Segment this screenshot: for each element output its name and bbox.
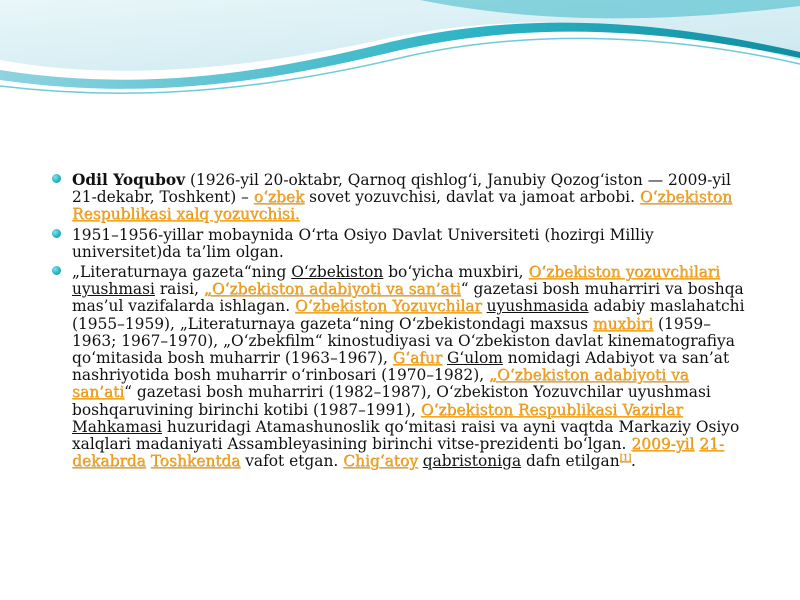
bullet-dot-icon (52, 266, 61, 275)
link-21-dekabrda[interactable]: 21-dekabrda (72, 435, 724, 471)
link-chigatoy[interactable]: Chig‘atoy (343, 452, 418, 471)
bullet-education (52, 227, 752, 261)
text-segment: (1959–1963; 1967–1970), „O‘zbekfilm“ kinostudiyasi va O‘zbekiston davlat kinematografiya qo‘mitasida bosh muharrir (1963–1967), (72, 314, 735, 368)
link-2009-yil[interactable]: 2009-yil (631, 435, 695, 454)
link-ozbekiston[interactable]: O‘zbekiston (291, 263, 384, 282)
link-adabiyoti-sanati-2[interactable]: „O‘zbekiston adabiyoti va san’ati (72, 366, 689, 402)
text-segment: bo‘yicha muxbiri, (383, 263, 529, 282)
link-qabristoniga[interactable]: qabristoniga (422, 452, 522, 471)
link-yozuvchilar[interactable]: O‘zbekiston Yozuvchilar (295, 297, 482, 316)
link-mahkamasi[interactable]: Mahkamasi (72, 417, 162, 436)
bullet-biography (52, 172, 752, 224)
text-segment: (1926-yil 20-oktabr, Qarnoq qishlog‘i, Janubiy Qozog‘iston — 2009-yil 21-dekabr, Toshkent) – (72, 171, 731, 207)
text-content (52, 172, 752, 473)
text-segment: sovet yozuvchisi, davlat va jamoat arbobi. (304, 188, 640, 207)
header-wave-decoration (0, 0, 800, 140)
footnote-link[interactable]: [1] (619, 453, 631, 463)
text-segment: “ gazetasi bosh muharriri (1982–1987), O‘zbekiston Yozuvchilar uyushmasi boshqaruvining birinchi kotibi (1987–1991), (72, 383, 711, 419)
text-segment: vafot etgan. (240, 452, 344, 471)
link-adabiyoti-sanati[interactable]: „O‘zbekiston adabiyoti va san’ati (203, 280, 461, 299)
text-segment: adabiy maslahatchi (1955–1959), „Literaturnaya gazeta“ning O‘zbekistondagi maxsus (72, 297, 745, 333)
bullet-career (52, 264, 752, 470)
link-gafur[interactable]: G‘afur (392, 349, 443, 368)
bullet-dot-icon (52, 229, 61, 238)
text-segment: dafn etilgan (521, 452, 620, 471)
text-segment: raisi, (154, 280, 204, 299)
link-muxbiri[interactable]: muxbiri (592, 314, 654, 333)
text-segment: „Literaturnaya gazeta“ning (72, 263, 292, 282)
link-gulom[interactable]: G‘ulom (447, 349, 503, 368)
link-yozuvchilari[interactable]: O‘zbekiston yozuvchilari (528, 263, 720, 282)
text-segment: 1951–1956-yillar mobaynida O‘rta Osiyo Davlat Universiteti (hozirgi Milliy universitet)da ta’lim olgan. (72, 225, 654, 261)
person-name: Odil Yoqubov (72, 171, 186, 189)
link-toshkentda[interactable]: Toshkentda (150, 452, 241, 471)
link-ozbek[interactable]: o‘zbek (253, 188, 305, 207)
text-segment: huzuridagi Atamashunoslik qo‘mitasi raisi va ayni vaqtda Markaziy Osiyo xalqlari madaniyati Assambleyasining birinchi vitse-prezidenti bo‘lgan. (72, 417, 740, 454)
text-segment: . (630, 452, 636, 471)
text-segment: nomidagi Adabiyot va san’at nashriyotida bosh muharrir o‘rinbosari (1970–1982), (72, 349, 730, 385)
link-uyushmasida[interactable]: uyushmasida (486, 297, 589, 316)
link-uyushmasi[interactable]: uyushmasi (72, 280, 155, 299)
bullet-dot-icon (52, 174, 61, 183)
link-xalq-yozuvchisi[interactable]: O‘zbekiston Respublikasi xalq yozuvchisi. (72, 188, 732, 224)
link-vazirlar[interactable]: O‘zbekiston Respublikasi Vazirlar (420, 400, 683, 419)
text-segment: “ gazetasi bosh muharriri va boshqa mas’ul vazifalarda ishlagan. (72, 280, 744, 316)
